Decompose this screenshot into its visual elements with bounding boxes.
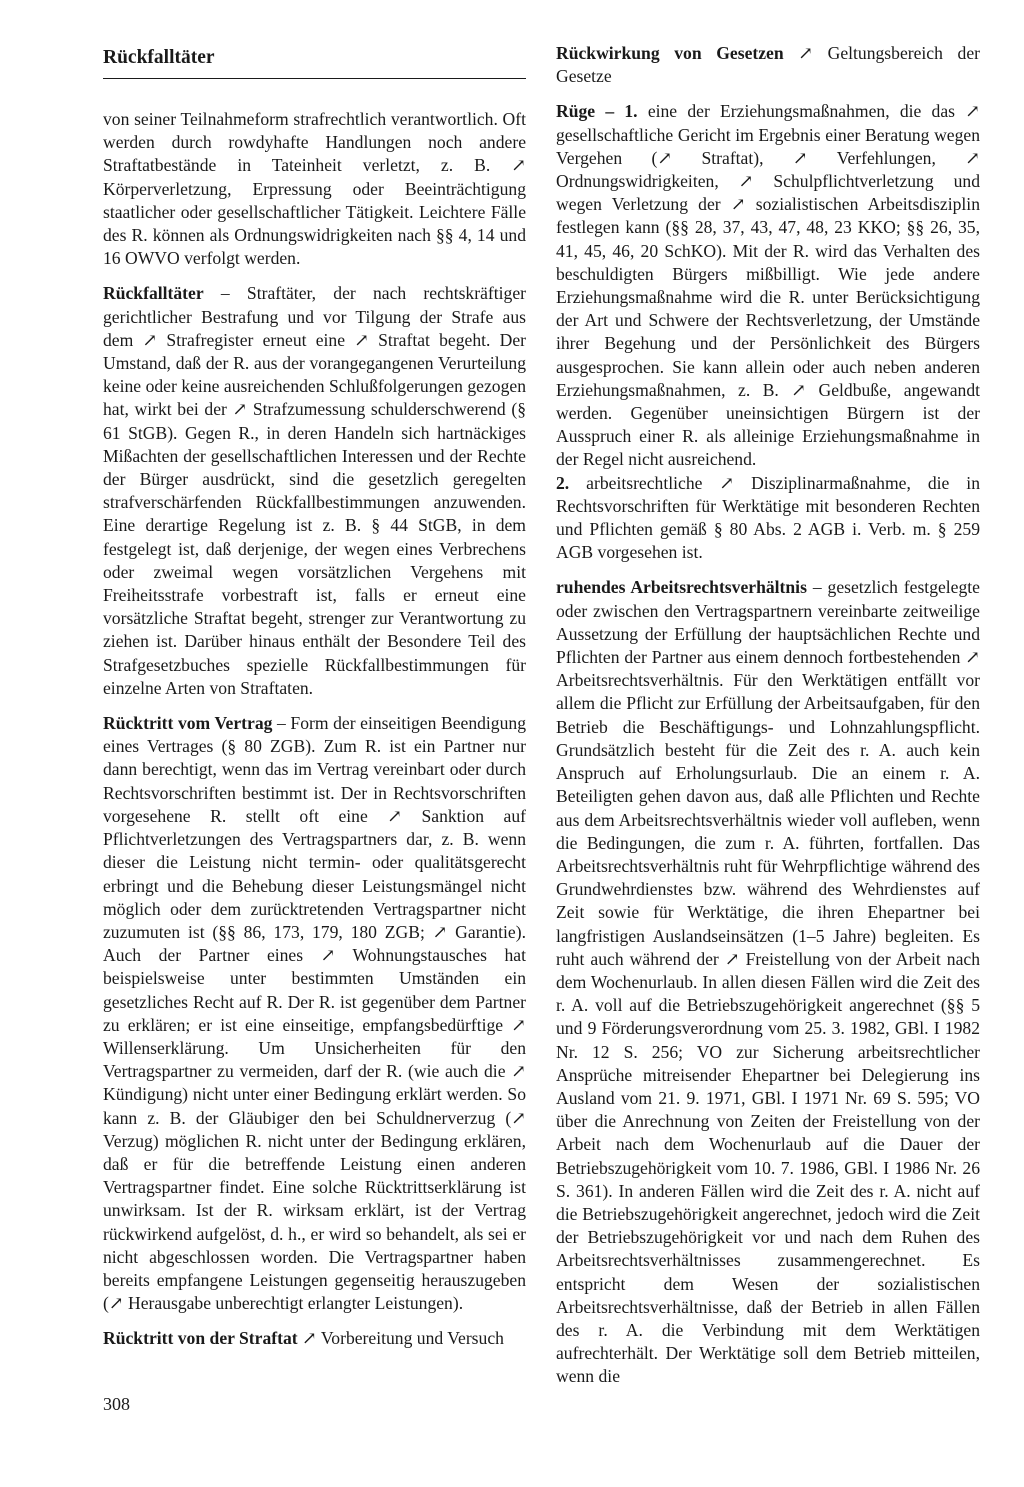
entry-text: eine der Erziehungsmaßnahmen, die das ↗ gesellschaftliche Gericht im Ergebnis einer Beratung wegen Vergehen (↗ Straftat), ↗ Verfehlungen, ↗ Ordnungswidrigkeiten, ↗ Schulpflichtverletzung und wegen Verletzung der ↗ sozialistischen Arbeitsdisziplin festlegen kann (§§ 28, 37, 43, 47, 48, 23 KKO; §§ 26, 35, 41, 45, 46, 20 SchKO). Mit der R. wird das Verhalten des beschuldigten Bürgers mißbilligt. Wie jede andere Erziehungsmaßnahme wird die R. unter Berücksichtigung der Art und Schwere der Rechtsverletzung, der Umstände ihrer Begehung und der Persönlichkeit des Bürgers ausgesprochen. Sie kann allein oder auch neben anderen Erziehungsmaßnahmen, z. B. ↗ Geldbuße, angewandt werden. Gegenüber uneinsichtigen Bürgern ist der Ausspruch einer R. als alleinige Erziehungsmaßnahme in der Regel nicht ausreichend. [556,101,980,470]
entry-ruege-1 [556,100,980,471]
left-column [103,108,526,1351]
entry-text: – gesetzlich festgelegte oder zwischen den Vertragspartnern vereinbarte zeitweilige Aussetzung der Erfüllung der hauptsächlichen Rechte und Pflichten der Partner aus einem dennoch fortbestehenden ↗ Arbeitsrechtsverhältnis. Für den Werktätigen entfällt vor allem die Pflicht zur Erfüllung der Arbeitsaufgaben, für den Betrieb die Beschäftigungs- und Lohnzahlungspflicht. Grundsätzlich besteht für die Zeit des r. A. auch kein Anspruch auf Erholungsurlaub. Die an einem r. A. Beteiligten gehen davon aus, daß alle Pflichten und Rechte aus dem Arbeitsrechtsverhältnis wieder voll aufleben, wenn die Bedingungen, die zum r. A. führten, fortfallen. Das Arbeitsrechtsverhältnis ruht für Wehrpflichtige während des Grundwehrdienstes bzw. während des Wehrdienstes auf Zeit sowie für Werktätige, die ihren Ehepartner bei langfristigen Auslandseinsätzen (1–5 Jahre) begleiten. Es ruht auch während der ↗ Freistellung von der Arbeit nach dem Wochenurlaub. In allen diesen Fällen wird die Zeit des r. A. voll auf die Betriebszugehörigkeit angerechnet (§§ 5 und 9 Förderungsverordnung vom 25. 3. 1982, GBl. I 1982 Nr. 12 S. 256; VO zur Sicherung arbeitsrechtlicher Ansprüche mitreisender Ehepartner bei Delegierung ins Ausland vom 21. 9. 1971, GBl. I 1971 Nr. 69 S. 595; VO über die Anrechnung von Zeiten der Freistellung von der Arbeit nach dem Wochenurlaub auf die Dauer der Betriebszugehörigkeit vom 10. 7. 1986, GBl. I 1986 Nr. 26 S. 361). In anderen Fällen wird die Zeit des r. A. nicht auf die Betriebszugehörigkeit angerechnet, jedoch wird die Zeit der Betriebszugehörigkeit vor und nach dem Ruhen des Arbeitsrechtsverhältnisses zusammengerechnet. Es entspricht dem Wesen der sozialistischen Arbeitsrechtsverhältnisse, daß der Betrieb in allen Fällen des r. A. die Verbindung mit dem Werktätigen aufrechterhält. Der Werktätige soll dem Betrieb mitteilen, wenn die [556,577,980,1387]
entry-ruege-2 [556,472,980,565]
entry-ruecktritt-von-der-straftat [103,1327,526,1350]
entry-continuation [103,108,526,270]
entry-term: Rücktritt vom Vertrag [103,713,273,734]
entry-rueckfalltaeter [103,282,526,700]
entry-text: – Straftäter, der nach rechtskräftiger gerichtlicher Bestrafung und vor Tilgung der Strafe aus dem ↗ Strafregister erneut eine ↗ Straftat begeht. Der Umstand, daß der R. aus der vorangegangenen Verurteilung keine oder keine ausreichenden Schlußfolgerungen gezogen hat, wirkt bei der ↗ Strafzumessung schulderschwerend (§ 61 StGB). Gegen R., in deren Handeln sich hartnäckiges Mißachten der gesellschaftlichen Interessen und der Rechte der Bürger ausdrückt, sind die gesetzlich geregelten strafverschärfenden Rückfallbestimmungen anzuwenden. Eine derartige Regelung ist z. B. § 44 StGB, in dem festgelegt ist, daß derjenige, der wegen eines Verbrechens oder zweimal wegen vorsätzlichen Vergehens mit Freiheitsstrafe vorbestraft ist, falls er erneut eine vorsätzliche Straftat begeht, strenger zur Verantwortung zu ziehen ist. Darüber hinaus enthält der Besondere Teil des Strafgesetzbuches spezielle Rückfallbestimmungen für einzelne Arten von Straftaten. [103,283,526,698]
entry-term: 2. [556,472,570,493]
page-number: 308 [103,1394,130,1414]
entry-rueckwirkung [556,42,980,88]
entry-term: Rückfalltäter [103,283,204,304]
entry-text: arbeitsrechtliche ↗ Disziplinarmaßnahme, die in Rechtsvorschriften für Werktätige mit besonderen Rechten und Pflichten gemäß § 80 Abs. 2 AGB i. Verb. m. § 259 AGB vorgesehen ist. [556,472,980,563]
running-header: Rückfalltäter [103,47,215,68]
entry-text: – Form der einseitigen Beendigung eines Vertrages (§ 80 ZGB). Zum R. ist ein Partner nur dann berechtigt, wenn das im Vertrag vereinbart oder durch Rechtsvorschriften bestimmt ist. Der in Rechtsvorschriften vorgesehene R. stellt oft eine ↗ Sanktion auf Pflichtverletzungen des Vertragspartners dar, z. B. wenn dieser die Leistung nicht termin- oder qualitätsgerecht erbringt und die Behebung dieser Leistungsmängel nicht möglich oder dem zurücktretenden Vertragspartner nicht zuzumuten ist (§§ 86, 173, 179, 180 ZGB; ↗ Garantie). Auch der Partner eines ↗ Wohnungstausches hat beispielsweise unter bestimmten Umständen ein gesetzliches Recht auf R. Der R. ist gegenüber dem Partner zu erklären; er ist eine einseitige, empfangsbedürftige ↗ Willenserklärung. Um Unsicherheiten für den Vertragspartner zu vermeiden, darf der R. (wie auch die ↗ Kündigung) nicht unter einer Bedingung erklärt werden. So kann z. B. der Gläubiger den bei Schuldnerverzug (↗ Verzug) möglichen R. nicht unter der Bedingung erklären, daß er für die betreffende Leistung einen anderen Vertragspartner findet. Eine solche Rücktrittserklärung ist unwirksam. Ist der R. wirksam erklärt, ist der Vertrag rückwirkend aufgelöst, d. h., er wird so behandelt, als sei er nicht abgeschlossen worden. Die Vertragspartner haben bereits empfangene Leistungen gegenseitig herauszugeben (↗ Herausgabe unberechtigt erlangter Leistungen). [103,713,526,1314]
entry-term: Rücktritt von der Straftat [103,1328,298,1349]
entry-text: ↗ Geltungsbereich der Gesetze [556,43,980,87]
entry-ruhendes-arbeitsrechtsverhaeltnis [556,576,980,1388]
entry-term: ruhendes Arbeitsrechtsverhältnis [556,577,807,598]
entry-ruecktritt-vom-vertrag [103,712,526,1315]
header-rule [103,78,526,79]
entry-text: ↗ Vorbereitung und Versuch [297,1328,504,1349]
entry-term: Rüge – 1. [556,101,638,122]
entry-term: Rückwirkung von Gesetzen [556,43,784,63]
entry-text: von seiner Teilnahmeform strafrechtlich verantwortlich. Oft werden durch rowdyhafte Handlungen noch andere Straftatbestände in Tateinheit verletzt, z. B. ↗ Körperverletzung, Erpressung oder Beeinträchtigung staatlicher oder gesellschaftlicher Tätigkeit. Leichtere Fälle des R. können als Ordnungswidrigkeiten nach §§ 4, 14 und 16 OWVO verfolgt werden. [103,109,526,269]
right-column [556,42,980,1389]
